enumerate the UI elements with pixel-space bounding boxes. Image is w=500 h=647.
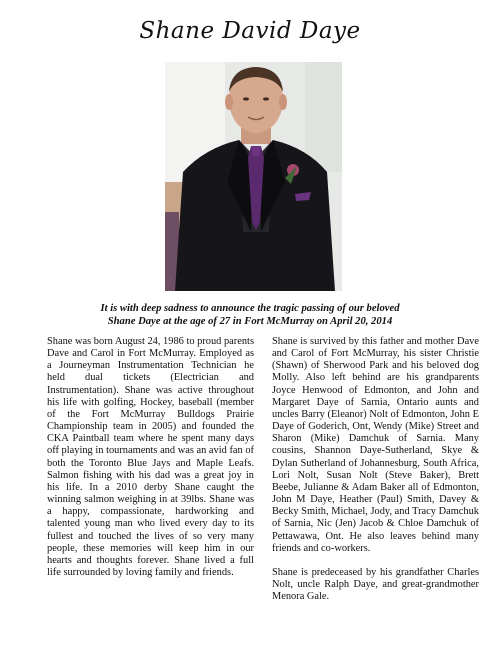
family-column bbox=[272, 336, 479, 603]
announcement-line-2: Shane Daye at the age of 27 in Fort McMurray on April 20, 2014 bbox=[107, 316, 393, 327]
biography-column bbox=[47, 336, 254, 579]
predeceased-paragraph: Shane is predeceased by his grandfather Charles Nolt, uncle Ralph Daye, and great-grandmother Menora Gale. bbox=[272, 566, 479, 603]
portrait-photo bbox=[165, 62, 342, 291]
page-title: Shane David Daye bbox=[139, 18, 361, 44]
biography-paragraph: Shane was born August 24, 1986 to proud parents Dave and Carol in Fort McMurray. Employed as a Journeyman Instrumentation Technician he held dual tickets (Electrician and Instrumentation). Shane was active throughout his life with golfing, Hockey, baseball (member of the Fort McMurray Bulldogs Prairie Championship team in 2005) and founded the CKA Paintball team where he spent many days off playing in tournaments and was an avid fan of both the Toronto Blue Jays and Maple Leafs. Salmon fishing with his dad was a great joy in his life. In a 2010 derby Shane caught the winning salmon weighing in at 39lbs. Shane was a happy, compassionate, hardworking and talented young man who lived every day to its fullest and touched the lives of so very many people, these memories will keep him in our hearts and thoughts forever. Shane lived a full life surrounded by loving family and friends. bbox=[47, 336, 254, 578]
survivors-paragraph: Shane is survived by this father and mother Dave and Carol of Fort McMurray, his sister Christie (Shawn) of Sherwood Park and his beloved dog Molly. Also left behind are his grandparents Joyce Henwood of Edmonton, and John and Margaret Daye of Sarnia, Ontario aunts and uncles Barry (Eleanor) Nolt of Edmonton, John E Daye of Goderich, Ont, Wendy (Mike) Street and Sharon (Mike) Damchuk of Sarnia. Many cousins, Shannon Daye-Sutherland, Skye & Dylan Sutherland of Johannesburg, South Africa, Lori Nolt, Susan Nolt (Steve Baker), Brett Beebe, Julianne & Adam Baker all of Edmonton, John M Daye, Heather (Paul) Smith, Davey & Becky Smith, Michael, Jody, and Tracy Damchuk of Sarnia, Nic (Jen) Jacob & Chloe Damchuk of Pettawawa, Ont. He also leaves behind many friends and co-workers. bbox=[272, 336, 479, 554]
announcement-heading bbox=[40, 302, 460, 328]
announcement-line-1: It is with deep sadness to announce the tragic passing of our beloved bbox=[100, 303, 400, 314]
portrait-illustration bbox=[165, 62, 342, 291]
